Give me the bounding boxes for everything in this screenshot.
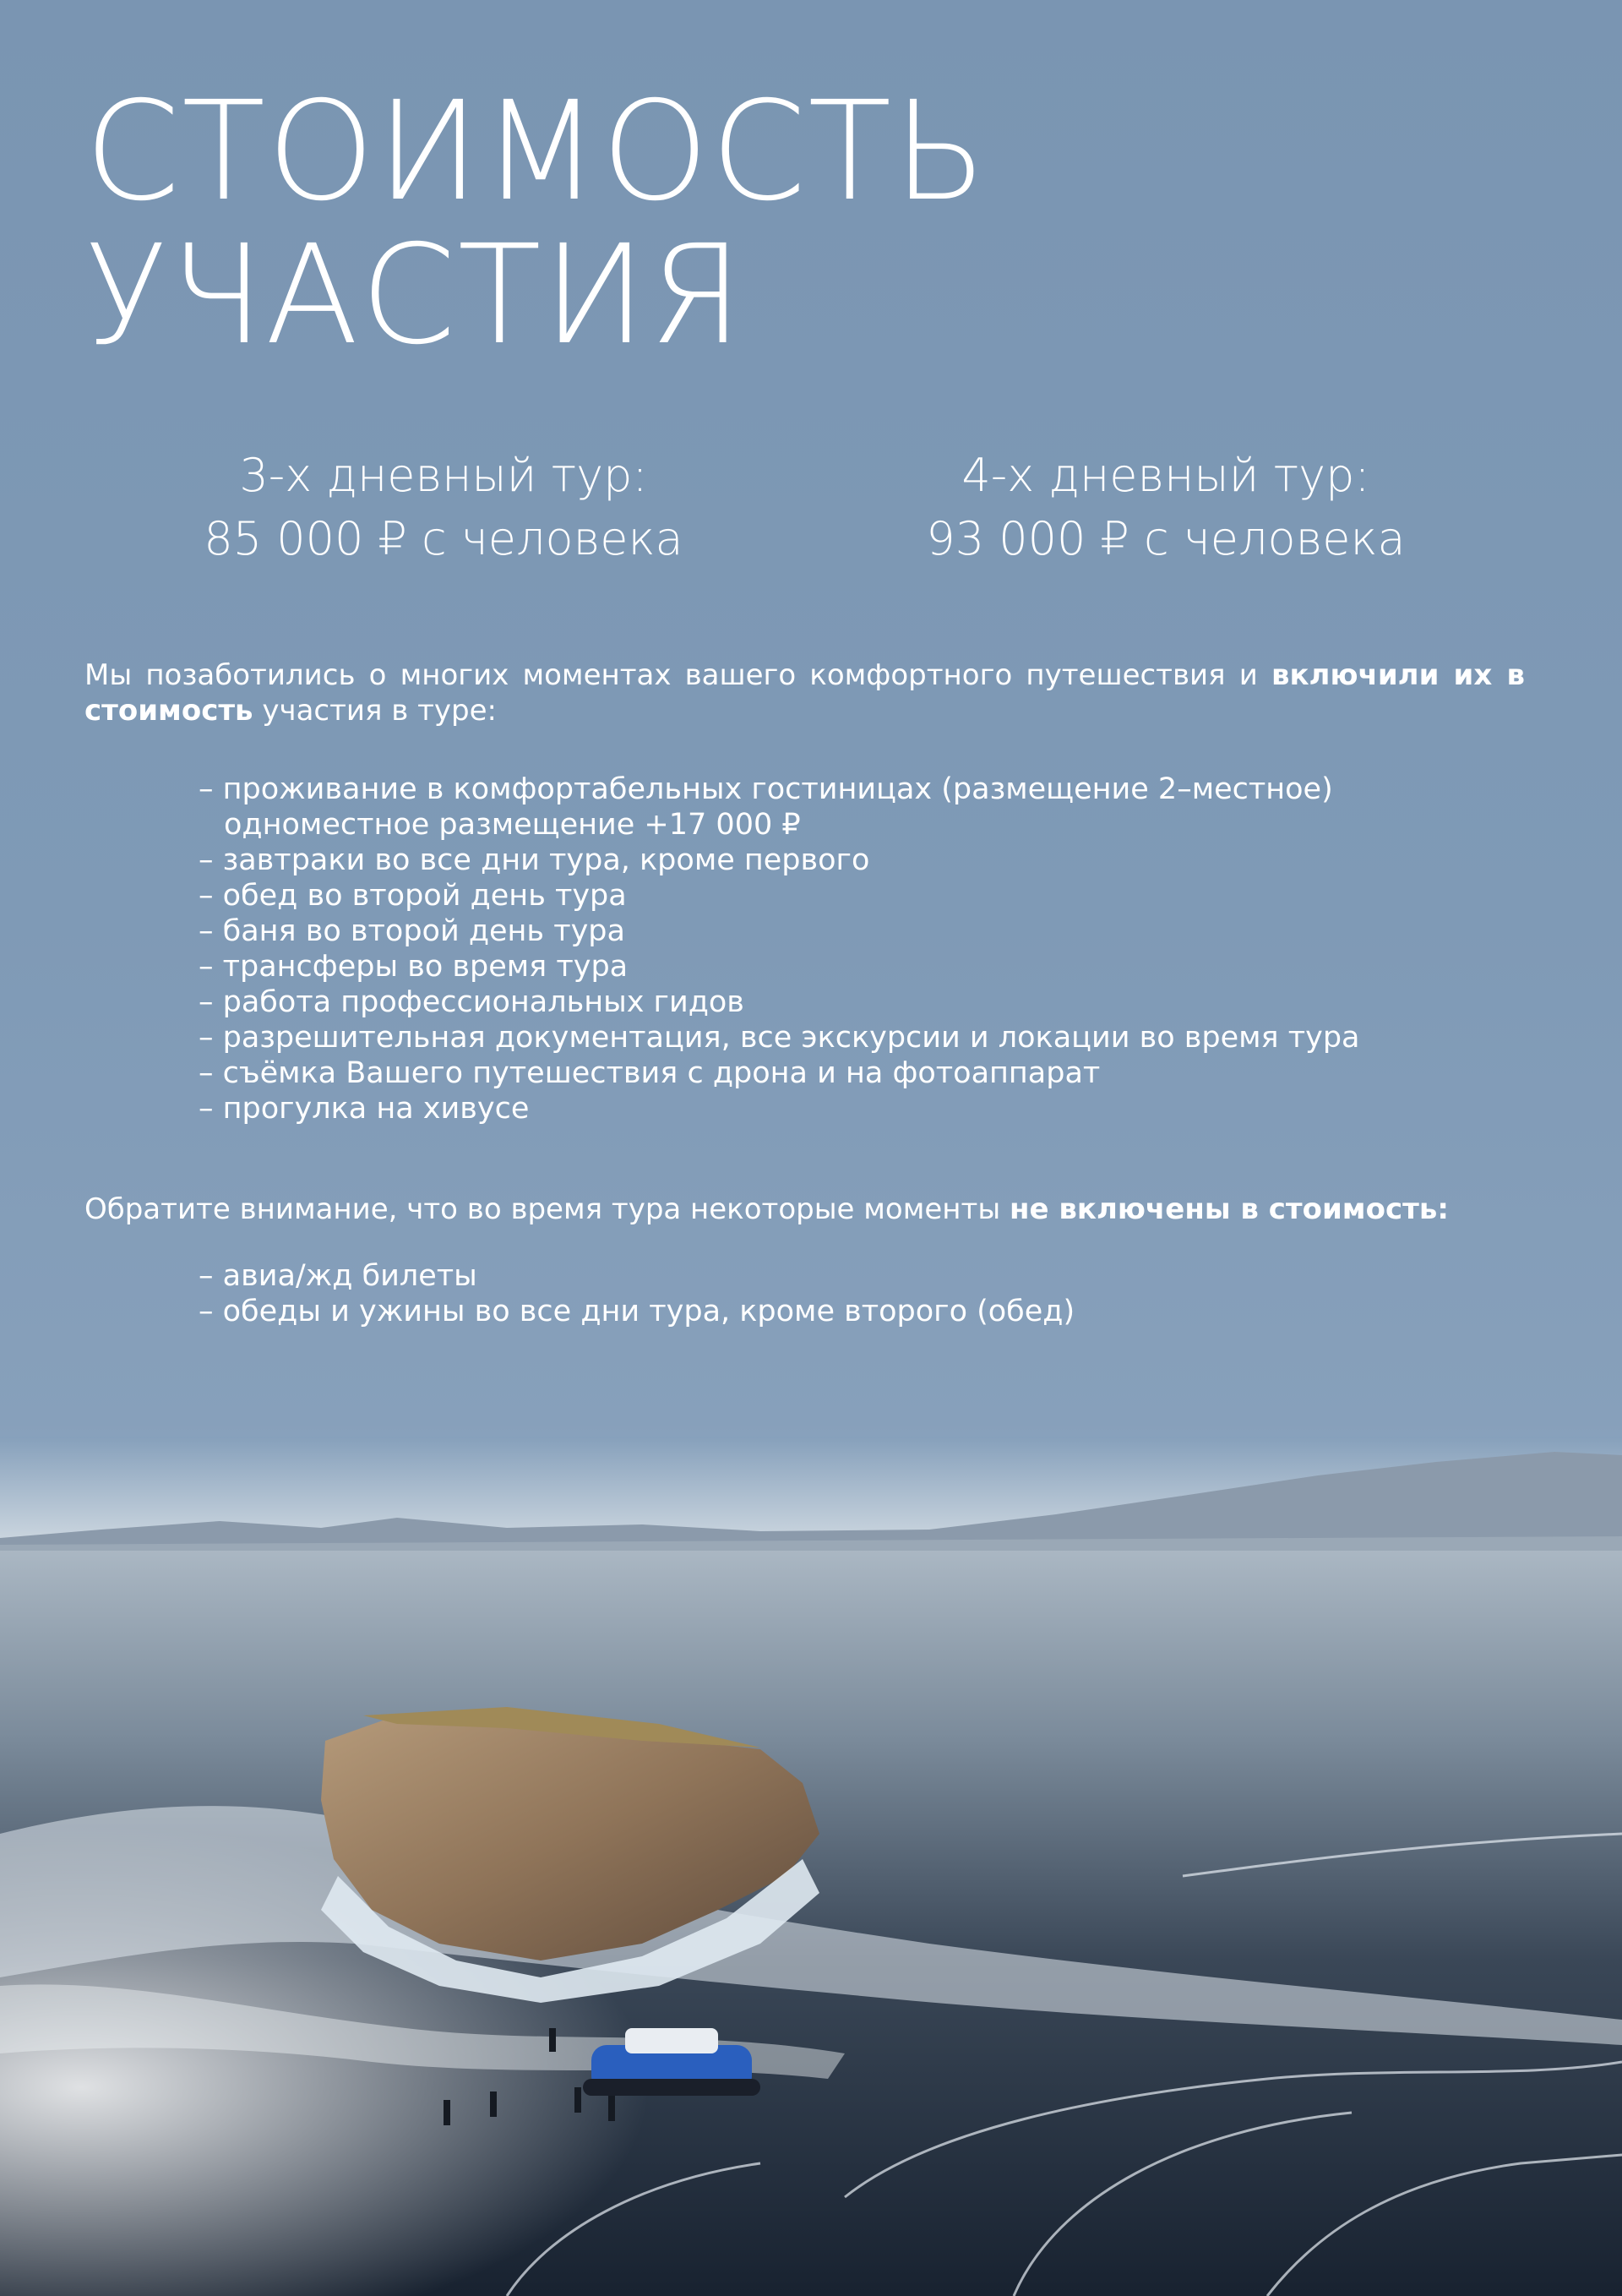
excluded-list — [199, 1258, 1075, 1329]
frozen-lake-rock-photo — [0, 1437, 1622, 2296]
title-line-2: УЧАСТИЯ — [84, 216, 745, 375]
price-block-4-day — [845, 444, 1487, 570]
tour-duration: 3-х дневный тур: — [239, 449, 648, 502]
page-title — [84, 73, 989, 375]
list-item: – обед во второй день тура — [199, 879, 627, 913]
included-list — [199, 772, 1360, 1126]
list-item: – разрешительная документация, все экскурсии и локации во время тура — [199, 1021, 1360, 1055]
excluded-note — [84, 1192, 1449, 1227]
note-text: Обратите внимание, что во время тура некоторые моменты — [84, 1192, 1010, 1226]
list-item: – работа профессиональных гидов — [199, 985, 744, 1019]
included-intro — [84, 657, 1525, 728]
list-item: – прогулка на хивусе — [199, 1092, 530, 1126]
tour-price: 93 000 ₽ с человека — [926, 512, 1406, 565]
list-item: – баня во второй день тура — [199, 914, 625, 948]
list-item: – завтраки во все дни тура, кроме первого — [199, 843, 870, 877]
list-item: – проживание в комфортабельных гостиницах (размещение 2–местное) — [199, 772, 1333, 806]
intro-text: Мы позаботились о многих моментах вашего комфортного путешествия и — [84, 658, 1271, 692]
tour-price: 85 000 ₽ с человека — [204, 512, 683, 565]
list-item: – обеды и ужины во все дни тура, кроме второго (обед) — [199, 1295, 1075, 1328]
list-item: – трансферы во время тура — [199, 950, 629, 984]
price-block-3-day — [122, 444, 765, 570]
note-bold: не включены в стоимость: — [1010, 1192, 1449, 1226]
list-item-sub: одноместное размещение +17 000 ₽ — [224, 808, 801, 842]
intro-bold: включили их в стоимость — [84, 658, 1525, 728]
intro-text-end: участия в туре: — [253, 694, 497, 728]
tour-duration: 4-х дневный тур: — [961, 449, 1370, 502]
list-item: – авиа/жд билеты — [199, 1259, 477, 1293]
list-item-continuation — [199, 807, 1360, 843]
list-item: – съёмка Вашего путешествия с дрона и на фотоаппарат — [199, 1056, 1101, 1090]
title-line-1: СТОИМОСТЬ — [84, 73, 989, 232]
